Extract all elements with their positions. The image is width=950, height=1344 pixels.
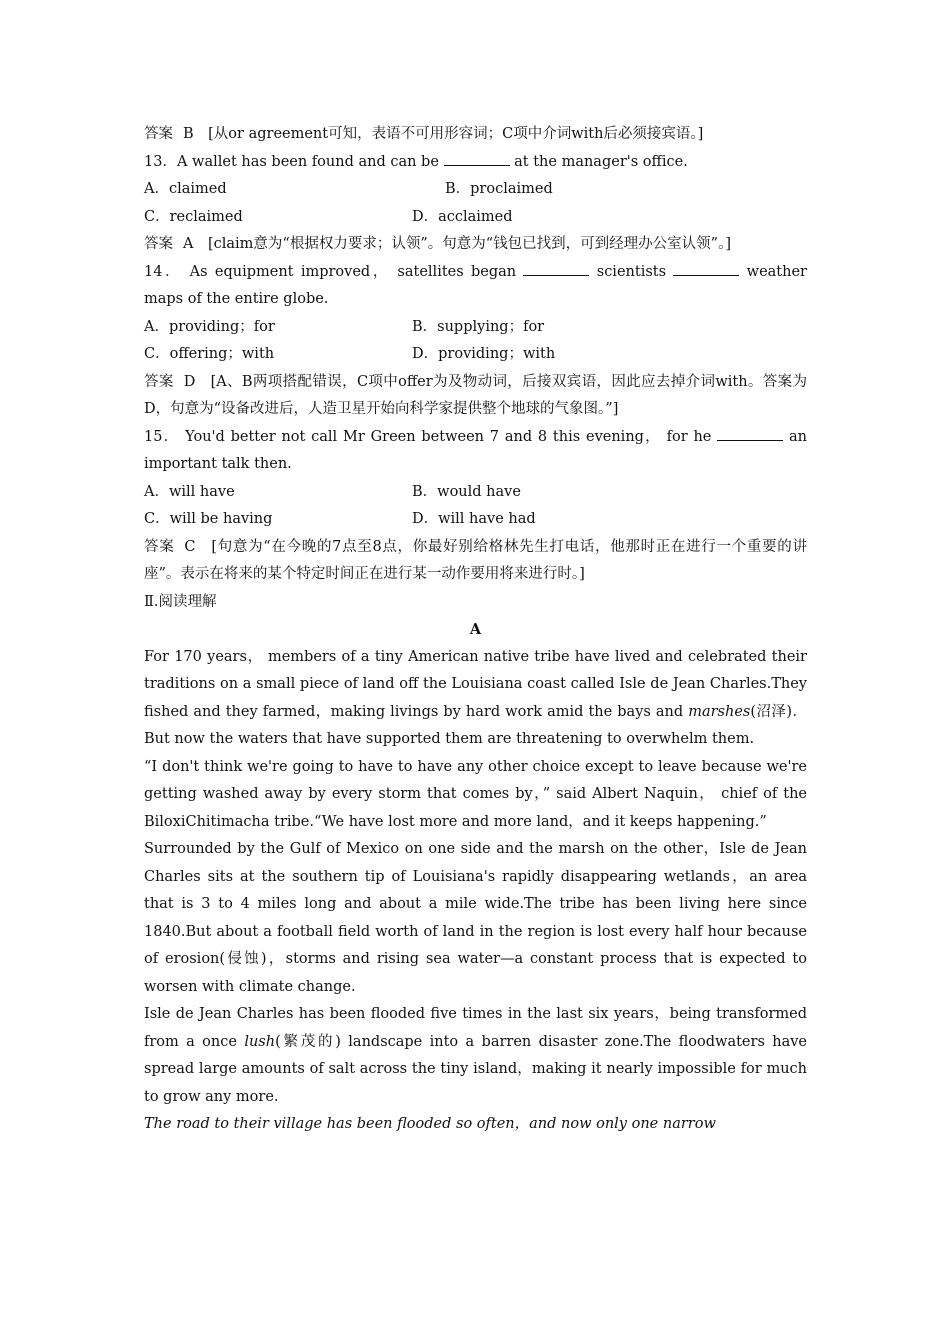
q15-options-row1	[144, 479, 807, 507]
option-b: B．proclaimed	[445, 181, 553, 197]
answer-text: A [claim意为“根据权力要求；认领”。句意为“钱包已找到，可到经理办公室认领”。]	[183, 236, 731, 252]
q13-options-row1	[144, 176, 807, 204]
option-a: A．claimed	[144, 181, 227, 197]
passage-paragraph-3: Surrounded by the Gulf of Mexico on one side and the marsh on the other，Isle de Jean Charles sits at the southern tip of Louisiana's rapidly disappearing wetlands，an area that is 3 to 4 miles long and about a mile wide.The tribe has been living here since 1840.But about a football field worth of land in the region is lost every half hour because of erosion(侵蚀)，storms and rising sea water—a constant process that is expected to worsen with climate change.	[144, 841, 807, 995]
italic-term: lush	[244, 1033, 276, 1050]
passage-paragraph-5: The road to their village has been flooded so often，and now only one narrow	[144, 1116, 716, 1132]
passage-paragraph-1: For 170 years， members of a tiny American native tribe have lived and celebrated their traditions on a small piece of land off the Louisiana coast called Isle de Jean Charles.They fished and they farmed，making livings by hard work amid the bays and marshes(沼泽)．But now the waters that have supported them are threatening to overwhelm them.	[144, 648, 807, 747]
q15-stem: 15． You'd better not call Mr Green between 7 and 8 this evening， for he an important talk then.	[144, 424, 807, 479]
answer-label: 答案	[144, 236, 173, 252]
option-c: C．reclaimed	[144, 208, 243, 225]
q15-options-row2	[144, 506, 807, 534]
answer-label: 答案	[144, 126, 173, 142]
section-title: Ⅱ.阅读理解	[144, 593, 217, 610]
option-d: D．will have had	[412, 511, 536, 527]
q13-options-row2	[144, 204, 807, 232]
answer-blank	[523, 261, 589, 276]
italic-term: marshes	[688, 703, 751, 720]
answer-text: D [A、B两项搭配错误，C项中offer为及物动词，后接双宾语，因此应去掉介词with。答案为D，句意为“设备改进后，人造卫星开始向科学家提供整个地球的气象图。”]	[144, 373, 807, 417]
option-a: A．will have	[144, 483, 235, 500]
option-b: B．supplying；for	[412, 318, 545, 335]
option-d: D．providing；with	[412, 346, 556, 362]
document-content	[144, 121, 807, 1139]
option-d: D．acclaimed	[412, 208, 513, 225]
option-c: C．offering；with	[144, 346, 275, 362]
q14-stem: 14． As equipment improved， satellites began scientists weather maps of the entire globe.	[144, 259, 807, 314]
q14-options-row1	[144, 314, 807, 342]
answer-label: 答案	[144, 373, 174, 390]
q13-stem: 13．A wallet has been found and can be at the manager's office.	[144, 149, 807, 177]
q15-answer	[144, 534, 807, 589]
q12-answer	[144, 121, 807, 149]
passage-heading: A	[469, 621, 482, 638]
passage-paragraph-4: Isle de Jean Charles has been flooded five times in the last six years，being transformed from a once lush(繁茂的) landscape into a barren disaster zone.The floodwaters have spread large amounts of salt across the tiny island，making it nearly impossible for much to grow any more.	[144, 1006, 808, 1105]
answer-label: 答案	[144, 538, 175, 555]
answer-text: B [从or agreement可知，表语不可用形容词；C项中介词with后必须接宾语。]	[183, 126, 704, 142]
passage-paragraph-2: “I don't think we're going to have to have any other choice except to leave because we're getting washed away by every storm that comes by，” said Albert Naquin， chief of the BiloxiChitimacha tribe.“We have lost more and more land，and it keeps happening.”	[144, 758, 807, 830]
answer-blank	[673, 261, 739, 276]
q14-answer	[144, 369, 807, 424]
option-c: C．will be having	[144, 511, 273, 527]
q13-answer	[144, 231, 807, 259]
answer-blank	[444, 151, 510, 166]
option-b: B．would have	[412, 483, 521, 500]
option-a: A．providing；for	[144, 318, 275, 335]
q14-options-row2	[144, 341, 807, 369]
answer-blank	[717, 426, 783, 441]
answer-text: C [句意为“在今晚的7点至8点，你最好别给格林先生打电话，他那时正在进行一个重要的讲座”。表示在将来的某个特定时间正在进行某一动作要用将来进行时。]	[144, 538, 807, 582]
